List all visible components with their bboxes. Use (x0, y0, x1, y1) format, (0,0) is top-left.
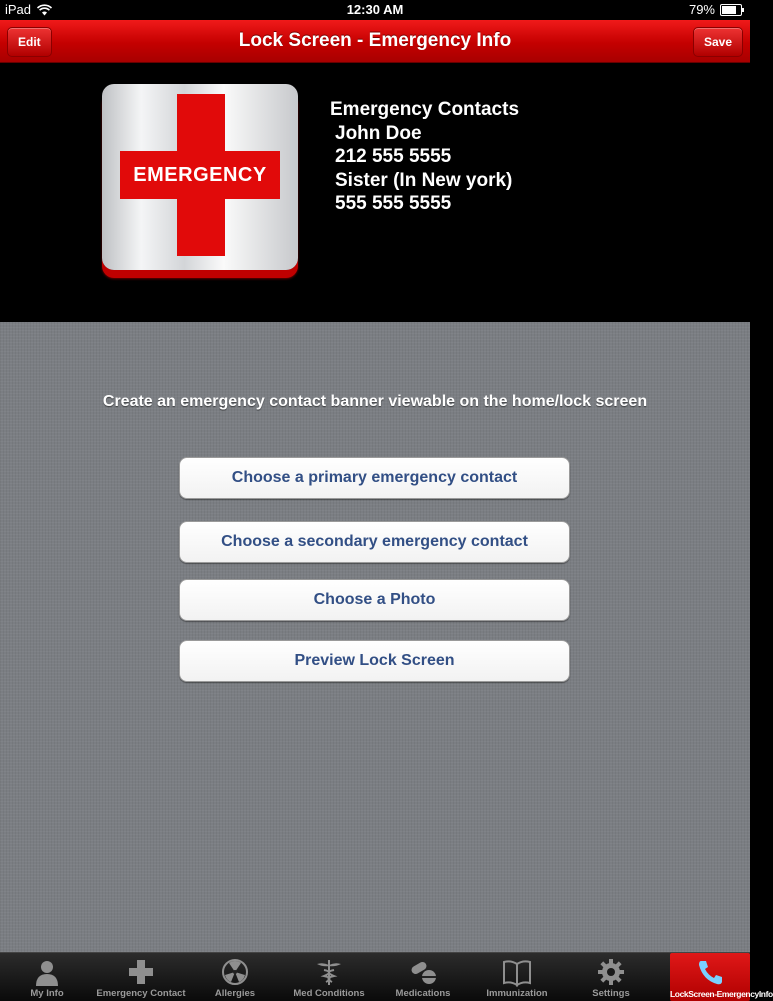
tab-label: Medications (395, 988, 451, 999)
cross-icon (126, 958, 156, 986)
tab-immunization[interactable] (470, 953, 564, 1001)
primary-contact-name: John Doe (335, 122, 422, 144)
tab-label: Allergies (214, 988, 256, 999)
emergency-logo-icon (102, 84, 298, 270)
battery-icon (720, 4, 742, 16)
tab-label: LockScreen-EmergencyInfo (670, 989, 773, 999)
page-title: Lock Screen - Emergency Info (238, 30, 512, 51)
carrier-label: iPad (5, 2, 32, 17)
tab-bar (0, 952, 773, 1001)
navigation-bar (0, 20, 750, 63)
emergency-contacts-info (330, 98, 519, 216)
gear-icon (596, 958, 626, 986)
emergency-banner (0, 63, 750, 322)
preview-lock-screen-button[interactable]: Preview Lock Screen (179, 640, 570, 682)
battery-percent: 79% (688, 2, 715, 17)
status-time: 12:30 AM (346, 2, 404, 17)
status-bar (0, 0, 750, 20)
tab-med-conditions[interactable] (282, 953, 376, 1001)
tab-label: My Info (30, 988, 64, 999)
tab-label: Settings (592, 988, 630, 999)
save-button[interactable]: Save (693, 27, 743, 57)
choose-secondary-contact-button[interactable]: Choose a secondary emergency contact (179, 521, 570, 563)
tab-settings[interactable] (564, 953, 658, 1001)
main-content (0, 322, 750, 952)
person-icon (32, 958, 62, 986)
emergency-logo-text: EMERGENCY (120, 151, 280, 199)
tab-label: Emergency Contact (96, 988, 186, 999)
tab-label: Med Conditions (293, 988, 365, 999)
book-icon (502, 958, 532, 986)
instruction-text: Create an emergency contact banner viewable on the home/lock screen (102, 393, 648, 410)
pills-icon (408, 958, 438, 986)
tab-my-info[interactable] (0, 953, 94, 1001)
choose-photo-button[interactable]: Choose a Photo (179, 579, 570, 621)
tab-allergies[interactable] (188, 953, 282, 1001)
phone-icon (695, 958, 725, 986)
caduceus-icon (314, 958, 344, 986)
choose-primary-contact-button[interactable]: Choose a primary emergency contact (179, 457, 570, 499)
tab-emergency-contact[interactable] (94, 953, 188, 1001)
tab-medications[interactable] (376, 953, 470, 1001)
secondary-contact-phone: 555 555 5555 (335, 193, 452, 214)
edit-button[interactable]: Edit (7, 27, 52, 57)
primary-contact-phone: 212 555 5555 (335, 146, 452, 167)
secondary-contact-name: Sister (In New york) (335, 169, 513, 191)
tab-lock-screen-emergency-info[interactable] (670, 953, 773, 1001)
tab-label: Immunization (486, 988, 548, 999)
hazard-icon (220, 958, 250, 986)
contacts-heading: Emergency Contacts (330, 99, 520, 120)
